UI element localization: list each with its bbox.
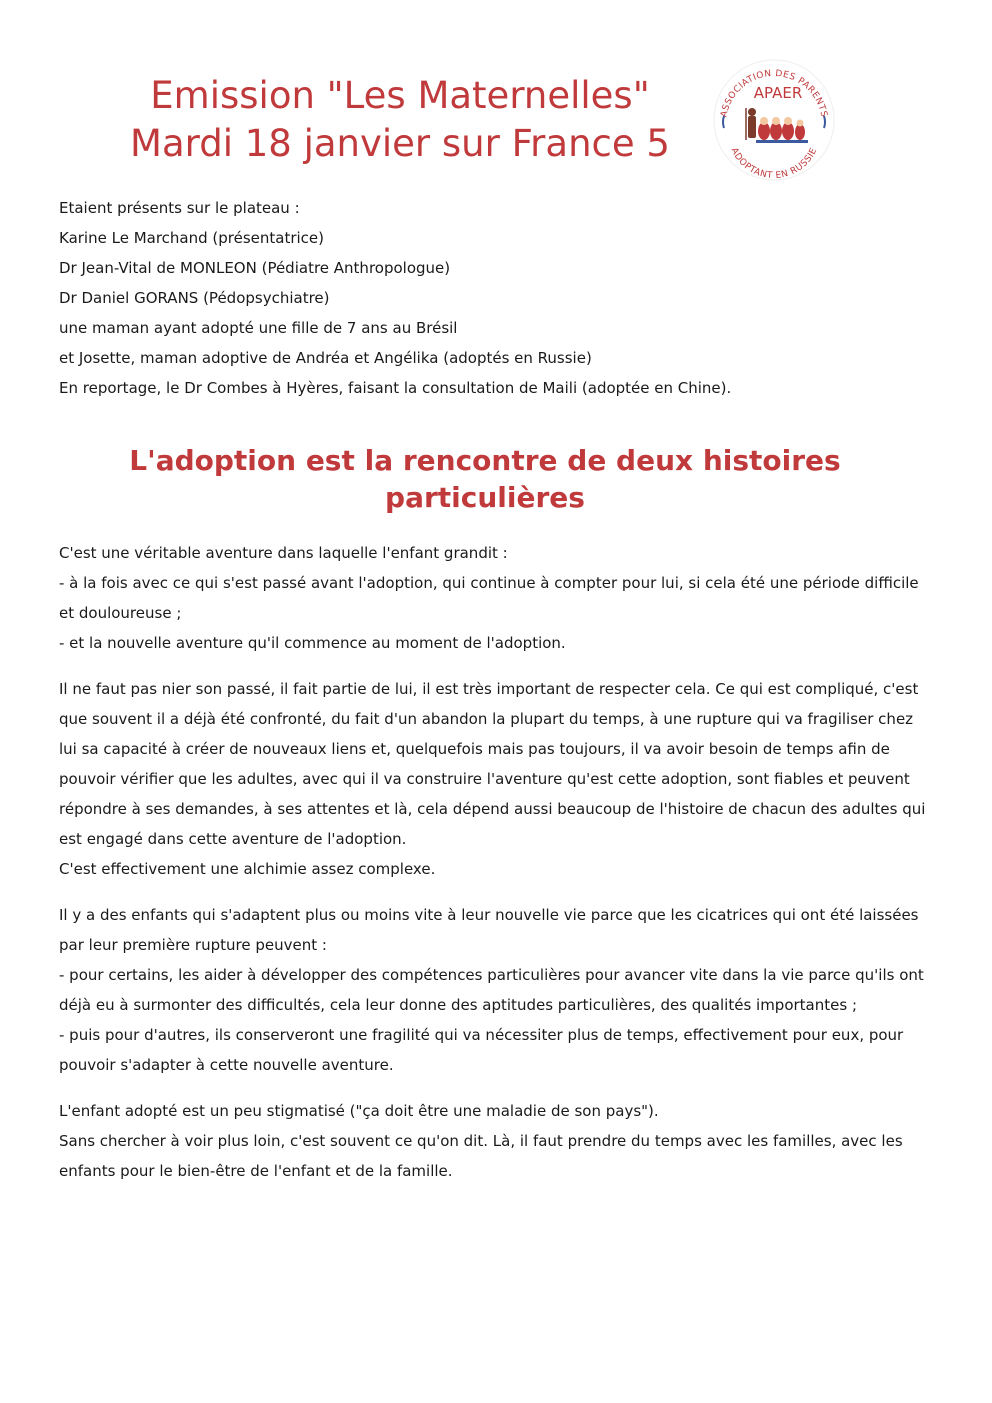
apaer-association-logo xyxy=(712,58,836,182)
section-title-line-2: particulières xyxy=(385,481,585,514)
guest-list xyxy=(59,193,939,403)
article-body xyxy=(59,538,929,1202)
section-title xyxy=(60,442,910,516)
paragraph xyxy=(59,538,929,658)
list-item: une maman ayant adopté une fille de 7 ans au Brésil xyxy=(59,319,458,337)
page-title xyxy=(100,72,700,168)
paragraph-line: L'enfant adopté est un peu stigmatisé ("ça doit être une maladie de son pays"). xyxy=(59,1102,659,1120)
paragraph-line: C'est effectivement une alchimie assez complexe. xyxy=(59,860,436,878)
paragraph-line: - puis pour d'autres, ils conserveront une fragilité qui va nécessiter plus de temps, effectivement pour eux, pour pouvoir s'adapter à cette nouvelle aventure. xyxy=(59,1026,904,1074)
list-item: Etaient présents sur le plateau : xyxy=(59,199,300,217)
section-title-line-1: L'adoption est la rencontre de deux histoires xyxy=(129,444,841,477)
paragraph-line: Sans chercher à voir plus loin, c'est souvent ce qu'on dit. Là, il faut prendre du temps avec les familles, avec les enfants pour le bien-être de l'enfant et de la famille. xyxy=(59,1132,903,1180)
paragraph xyxy=(59,674,929,884)
paragraph-line: - à la fois avec ce qui s'est passé avant l'adoption, qui continue à compter pour lui, si cela été une période difficile et douloureuse ; xyxy=(59,574,919,622)
logo-text-bottom: ADOPTANT EN RUSSIE xyxy=(728,146,820,182)
list-item: En reportage, le Dr Combes à Hyères, faisant la consultation de Maili (adoptée en Chine). xyxy=(59,379,732,397)
list-item: Dr Daniel GORANS (Pédopsychiatre) xyxy=(59,289,330,307)
list-item: Karine Le Marchand (présentatrice) xyxy=(59,229,325,247)
page-title-line-2: Mardi 18 janvier sur France 5 xyxy=(130,122,670,165)
page-header xyxy=(0,0,992,190)
paragraph-line: - et la nouvelle aventure qu'il commence au moment de l'adoption. xyxy=(59,634,566,652)
page-title-line-1: Emission "Les Maternelles" xyxy=(150,74,650,117)
paragraph-line: C'est une véritable aventure dans laquelle l'enfant grandit : xyxy=(59,544,508,562)
paragraph xyxy=(59,1096,929,1186)
logo-text-top: ASSOCIATION DES PARENTS xyxy=(719,68,829,119)
paragraph xyxy=(59,900,929,1080)
list-item: et Josette, maman adoptive de Andréa et Angélika (adoptés en Russie) xyxy=(59,349,592,367)
paragraph-line: - pour certains, les aider à développer des compétences particulières pour avancer vite dans la vie parce qu'ils ont déjà eu à surmonter des difficultés, cela leur donne des aptitudes particulières, des qualités importantes ; xyxy=(59,966,924,1014)
paragraph-line: Il y a des enfants qui s'adaptent plus ou moins vite à leur nouvelle vie parce que les cicatrices qui ont été laissées par leur première rupture peuvent : xyxy=(59,906,919,954)
logo-text-center: APAER xyxy=(753,84,803,102)
list-item: Dr Jean-Vital de MONLEON (Pédiatre Anthropologue) xyxy=(59,259,451,277)
paragraph-line: Il ne faut pas nier son passé, il fait partie de lui, il est très important de respecter cela. Ce qui est compliqué, c'est que souvent il a déjà été confronté, du fait d'un abandon la plupart du temps, à une rupture qui va fragiliser chez lui sa capacité à créer de nouveaux liens et, quelquefois mais pas toujours, il va avoir besoin de temps afin de pouvoir vérifier que les adultes, avec qui il va construire l'aventure qu'est cette adoption, sont fiables et peuvent répondre à ses demandes, à ses attentes et là, cela dépend aussi beaucoup de l'histoire de chacun des adultes qui est engagé dans cette aventure de l'adoption. xyxy=(59,680,926,848)
